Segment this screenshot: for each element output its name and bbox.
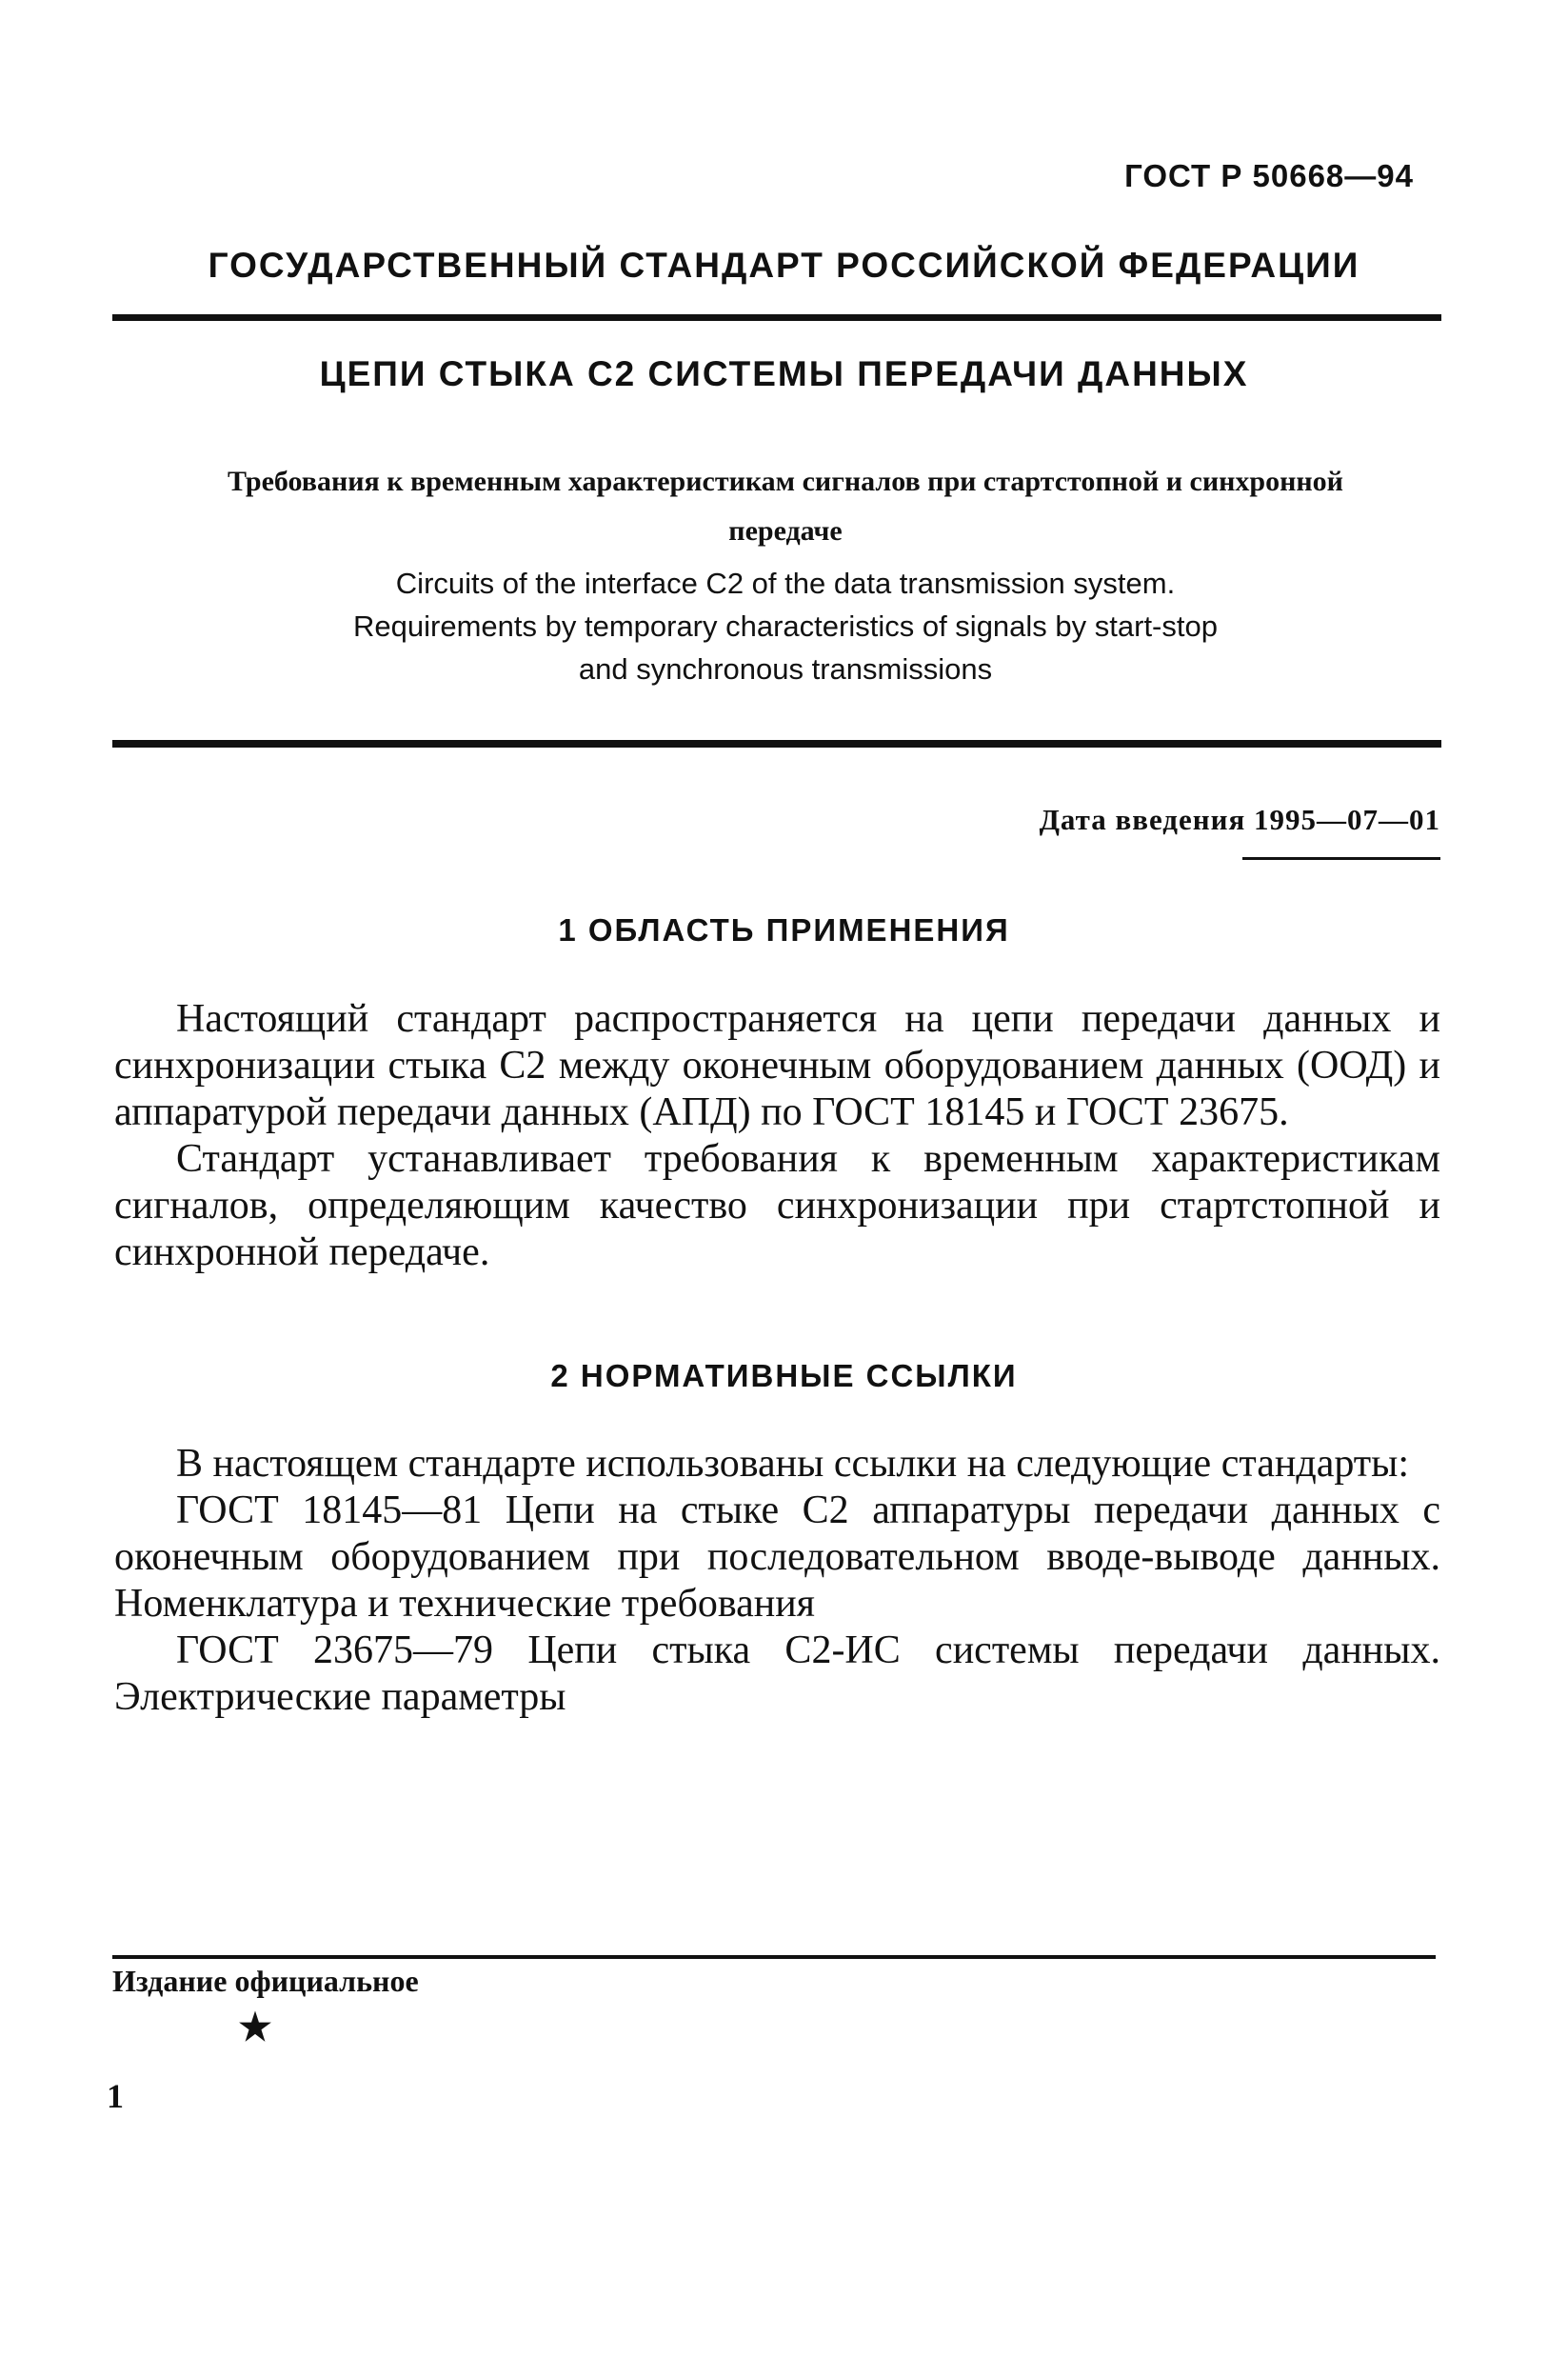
official-edition-label: Издание официальное [112,1964,419,1998]
section-heading-references: 2 НОРМАТИВНЫЕ ССЫЛКИ [550,1358,1018,1393]
subtitle-english-line: Requirements by temporary characteristics of signals by start-stop [353,609,1218,643]
section-body-references [114,1441,1440,1721]
paragraph: В настоящем стандарте использованы ссылки на следующие стандарты: [176,1442,1410,1486]
page-number: 1 [107,2077,124,2115]
document-code: ГОСТ Р 50668—94 [1124,158,1414,193]
section-body-scope [114,996,1440,1276]
subtitle-russian: Требования к временным характеристикам сигналов при стартстопной и синхронной передаче [228,466,1343,547]
paragraph: ГОСТ 18145—81 Цепи на стыке С2 аппаратуры передачи данных с оконечным оборудованием при последовательном вводе-выводе данных. Номенклатура и технические требования [114,1488,1440,1626]
footer-divider [112,1955,1436,1959]
top-divider [112,314,1441,321]
introduction-date: Дата введения 1995—07—01 [1039,803,1440,836]
date-underline [1242,857,1440,860]
paragraph: Стандарт устанавливает требования к временным характеристикам сигналов, определяющим качество синхронизации при стартстопной и синхронной передаче. [114,1137,1440,1274]
document-title: ЦЕПИ СТЫКА С2 СИСТЕМЫ ПЕРЕДАЧИ ДАННЫХ [319,354,1249,393]
paragraph: Настоящий стандарт распространяется на цепи передачи данных и синхронизации стыка С2 между оконечным оборудованием данных (ООД) и аппаратурой передачи данных (АПД) по ГОСТ 18145 и ГОСТ 23675. [114,997,1440,1134]
subtitle-english-line: and synchronous transmissions [578,652,993,686]
title-divider [112,740,1441,748]
star-icon [238,2009,272,2044]
subtitle-english-line: Circuits of the interface C2 of the data transmission system. [395,567,1176,600]
section-heading-scope: 1 ОБЛАСТЬ ПРИМЕНЕНИЯ [558,912,1010,948]
state-standard-heading: ГОСУДАРСТВЕННЫЙ СТАНДАРТ РОССИЙСКОЙ ФЕДЕРАЦИИ [208,246,1360,285]
paragraph: ГОСТ 23675—79 Цепи стыка С2-ИС системы передачи данных. Электрические параметры [114,1628,1440,1719]
subtitle-english [190,562,1380,690]
